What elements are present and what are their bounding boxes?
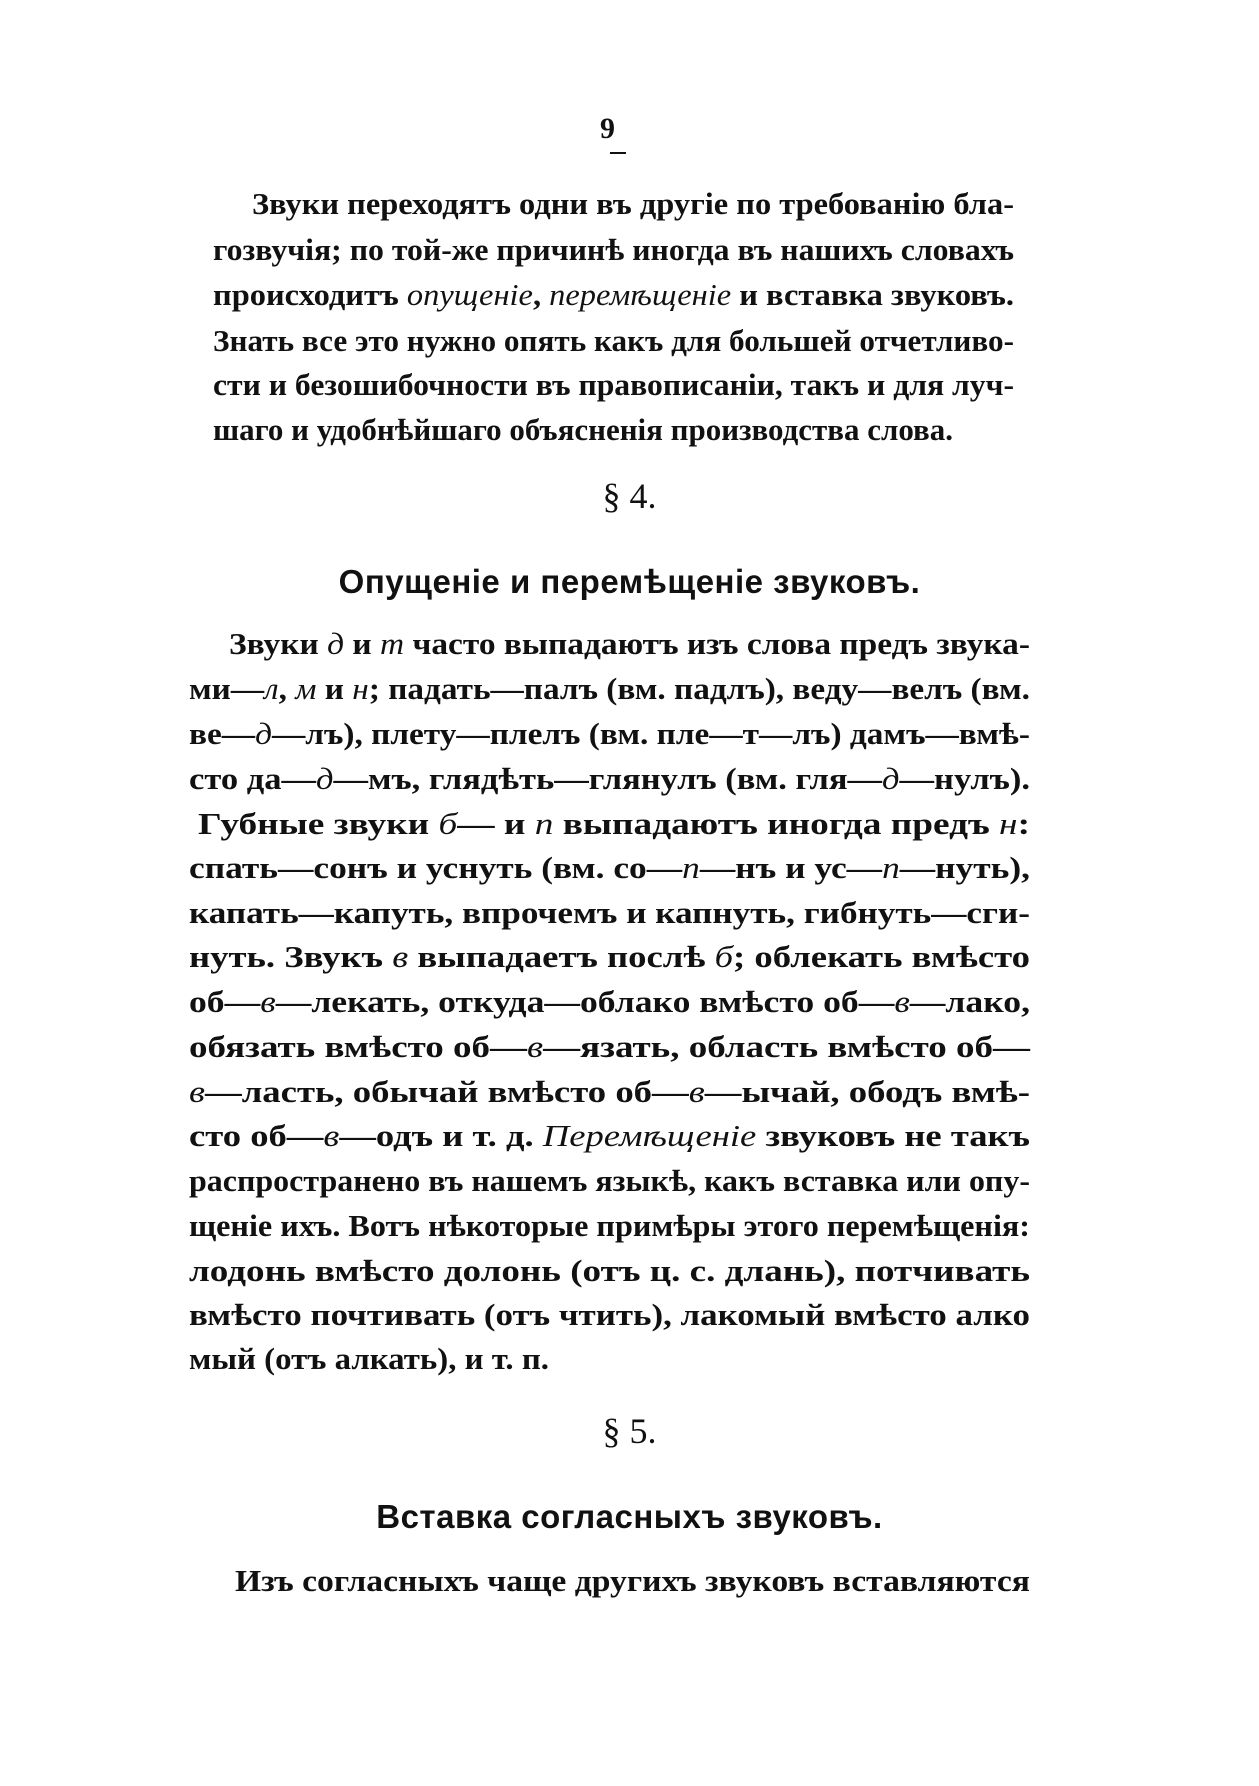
text-line xyxy=(213,414,953,445)
text-line xyxy=(189,763,1030,794)
text-segment: , xyxy=(532,277,550,312)
italic-segment: в xyxy=(323,1118,340,1153)
text-line xyxy=(189,852,1030,883)
text-segment: капать—капуть, впрочемъ и капнуть, гибнуть—сги- xyxy=(189,895,1030,930)
text-segment: —язать, область вмѣсто об— xyxy=(543,1029,1030,1064)
text-segment: и xyxy=(316,671,353,706)
text-line xyxy=(189,941,1030,972)
text-line xyxy=(189,986,1030,1017)
italic-segment: в xyxy=(688,1074,705,1109)
text-segment: спать—сонъ и уснуть (вм. со— xyxy=(189,850,683,885)
text-line xyxy=(189,1210,1030,1241)
text-segment: вмѣсто почтивать (отъ чтить), лакомый вмѣсто алко xyxy=(189,1297,1030,1332)
text-segment: —нъ и ус— xyxy=(699,850,883,885)
italic-segment: н xyxy=(352,671,369,706)
italic-segment: д xyxy=(882,761,900,796)
text-line xyxy=(189,718,1030,749)
text-segment: лодонь вмѣсто долонь (отъ ц. с. длань), потчивать xyxy=(189,1253,1030,1288)
text-segment: выпадаютъ иногда предъ xyxy=(553,806,1000,841)
text-segment: ве— xyxy=(189,716,256,751)
text-segment: , xyxy=(278,671,296,706)
italic-segment: б xyxy=(714,939,734,974)
text-segment: —нуть), xyxy=(899,850,1030,885)
italic-segment: н xyxy=(999,806,1018,841)
text-line xyxy=(229,628,1030,659)
text-segment: —лъ), плету—плелъ (вм. пле—т—лъ) дамъ—вмѣ- xyxy=(271,716,1030,751)
text-segment: ; облекать вмѣсто xyxy=(733,939,1030,974)
text-line xyxy=(189,897,1030,928)
text-segment: Звуки xyxy=(229,626,328,661)
italic-segment: т xyxy=(379,626,405,661)
italic-segment: Перемѣщеніе xyxy=(542,1118,757,1153)
text-line xyxy=(189,1299,1030,1330)
text-segment: сти и безошибочности въ правописаніи, такъ и для луч- xyxy=(213,367,1014,402)
text-line xyxy=(189,1031,1030,1062)
text-segment: —ласть, обычай вмѣсто об— xyxy=(204,1074,689,1109)
italic-segment: п xyxy=(682,850,700,885)
section-4-mark: § 4. xyxy=(602,476,657,516)
text-segment: : xyxy=(1017,806,1030,841)
italic-segment: б xyxy=(438,806,458,841)
italic-segment: л xyxy=(264,671,279,706)
text-segment: звуковъ не такъ xyxy=(756,1118,1030,1153)
text-segment: ми— xyxy=(189,671,265,706)
text-segment: щеніе ихъ. Вотъ нѣкоторые примѣры этого перемѣщенія: xyxy=(189,1208,1030,1243)
italic-segment: м xyxy=(295,671,317,706)
text-segment: и вставка звуковъ. xyxy=(731,277,1014,312)
text-segment: обязать вмѣсто об— xyxy=(189,1029,528,1064)
italic-segment: в xyxy=(894,984,910,1019)
text-segment: —лако, xyxy=(909,984,1030,1019)
text-segment: мый (отъ алкать), и т. п. xyxy=(189,1341,549,1376)
text-segment: шаго и удобнѣйшаго объясненія производства слова. xyxy=(213,412,953,447)
italic-segment: п xyxy=(882,850,900,885)
text-segment: —лекать, откуда—облако вмѣсто об— xyxy=(275,984,895,1019)
text-line xyxy=(198,808,1030,839)
section-4-heading: Опущеніе и перемѣщеніе звуковъ. xyxy=(338,563,921,600)
italic-segment: д xyxy=(255,716,272,751)
text-line xyxy=(213,279,1014,310)
text-segment: сто да— xyxy=(189,761,316,796)
text-line xyxy=(252,188,1014,219)
text-line xyxy=(235,1565,1030,1596)
text-segment: сто об— xyxy=(189,1118,324,1153)
text-line xyxy=(189,1076,1030,1107)
italic-segment: опущеніе xyxy=(406,277,533,312)
text-segment: —ычай, ободъ вмѣ- xyxy=(704,1074,1030,1109)
section-5-heading: Вставка согласныхъ звуковъ. xyxy=(376,1498,883,1535)
text-line xyxy=(189,1165,1030,1196)
page-number: 9 xyxy=(600,112,660,146)
text-segment: —нулъ). xyxy=(899,761,1030,796)
section-5-mark: § 5. xyxy=(602,1411,657,1451)
text-segment: об— xyxy=(189,984,261,1019)
text-segment: Губные звуки xyxy=(198,806,439,841)
text-line xyxy=(189,1120,1030,1151)
italic-segment: перемѣщеніе xyxy=(549,277,732,312)
text-line xyxy=(213,369,1014,400)
text-segment: гозвучія; по той-же причинѣ иногда въ нашихъ словахъ xyxy=(213,232,1014,267)
italic-segment: в xyxy=(260,984,276,1019)
text-segment: Звуки переходятъ одни въ другіе по требованію бла- xyxy=(252,186,1014,221)
text-line xyxy=(189,1343,549,1374)
text-segment: нуть. Звукъ xyxy=(189,939,393,974)
text-segment: ; падать—палъ (вм. падлъ), веду—велъ (вм. xyxy=(368,671,1031,706)
italic-segment: в xyxy=(392,939,409,974)
italic-segment: д xyxy=(315,761,334,796)
text-segment: — и xyxy=(457,806,535,841)
text-segment: выпадаетъ послѣ xyxy=(408,939,715,974)
text-segment: и xyxy=(344,626,380,661)
italic-segment: в xyxy=(527,1029,544,1064)
text-segment: часто выпадаютъ изъ слова предъ звука- xyxy=(404,626,1030,661)
page-number-dash xyxy=(610,152,626,154)
text-line xyxy=(189,1255,1030,1286)
text-line xyxy=(213,325,1014,356)
text-segment: распространено въ нашемъ языкѣ, какъ вставка или опу- xyxy=(189,1163,1030,1198)
text-segment: Знать все это нужно опять какъ для большей отчетливо- xyxy=(213,323,1014,358)
text-segment: —одъ и т. д. xyxy=(339,1118,543,1153)
text-segment: происходитъ xyxy=(213,277,407,312)
italic-segment: д xyxy=(327,626,345,661)
text-line xyxy=(189,673,1030,704)
italic-segment: в xyxy=(189,1074,205,1109)
text-segment: —мъ, глядѣть—глянулъ (вм. гля— xyxy=(333,761,883,796)
text-line xyxy=(213,234,1014,265)
text-segment: Изъ согласныхъ чаще другихъ звуковъ вставляются xyxy=(235,1563,1030,1598)
italic-segment: п xyxy=(534,806,554,841)
